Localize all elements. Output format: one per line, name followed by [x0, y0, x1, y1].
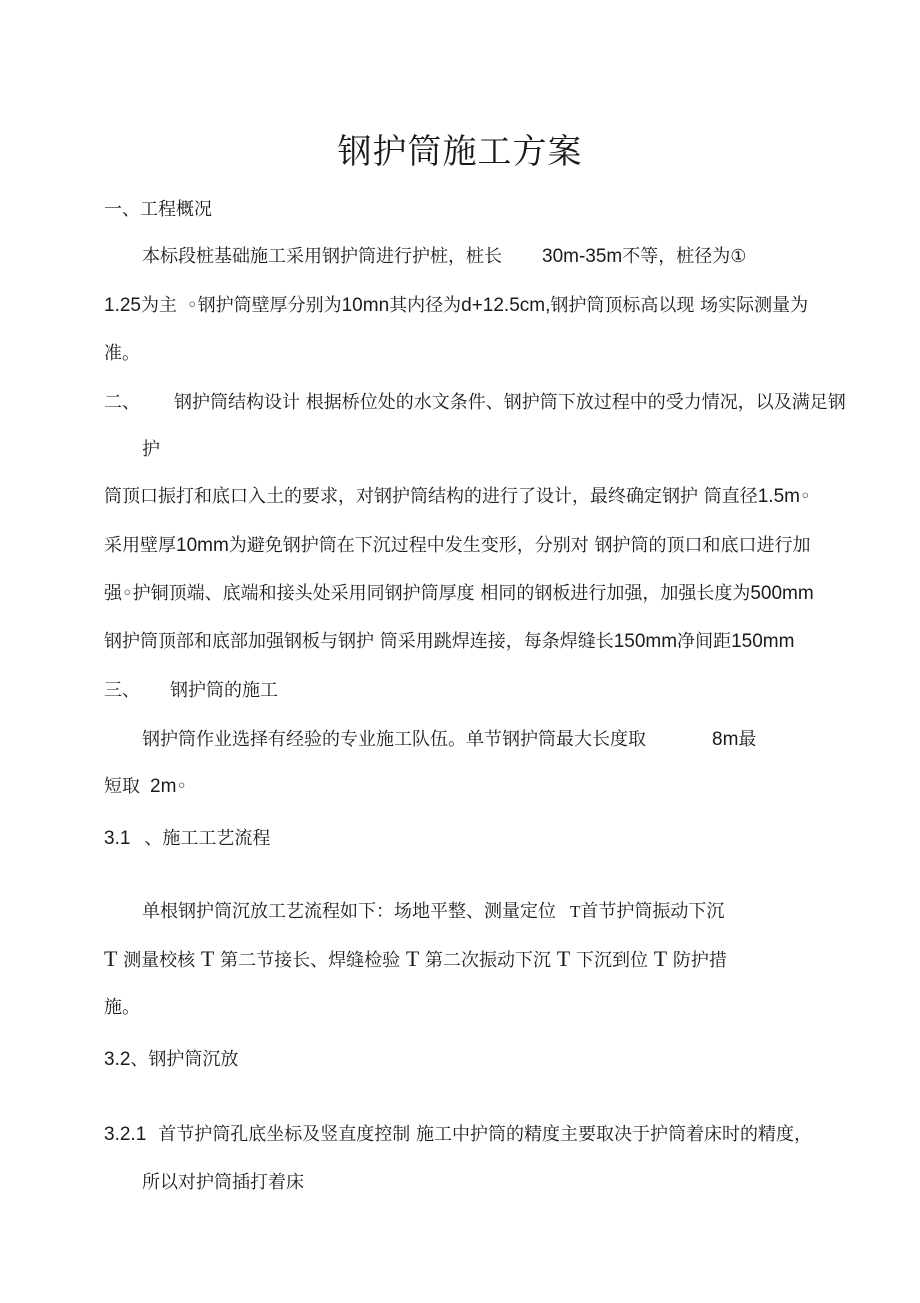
- text-run: 钢护筒顶标高以现 场实际测量为: [550, 295, 809, 316]
- pile-length-value: 30m-35m: [542, 246, 623, 267]
- text-run: 防护措: [672, 950, 727, 971]
- arrow-glyph: T: [104, 946, 118, 971]
- subsection-3-2-number: 3.2: [104, 1049, 131, 1070]
- text-run: 第二次振动下沉: [425, 950, 552, 971]
- subsection-3-2-heading: 、钢护筒沉放: [130, 1049, 239, 1070]
- reinforcement-length-value: 500mm: [750, 583, 814, 604]
- wall-thickness-mm-value: 10mm: [176, 535, 229, 556]
- subsection-3-1-heading: 、施工工艺流程: [144, 828, 271, 849]
- subsection-3-2-1-continuation: 所以对护筒插打着床: [142, 1172, 304, 1193]
- text-run: 其内径为: [389, 295, 462, 316]
- section-2-heading: 钢护筒结构设计 根据桥位处的水文条件、钢护筒下放过程中的受力情况，以及满足钢: [174, 392, 846, 413]
- section-2-line-4: [104, 631, 794, 653]
- section-1-paragraph-line-2: [104, 295, 808, 317]
- section-2-line-3: [104, 583, 814, 605]
- section-2-heading-line: [104, 392, 846, 414]
- section-3-paragraph-line-1: [142, 729, 756, 751]
- text-run: 本标段桩基础施工采用钢护筒进行护桩，桩长: [142, 246, 502, 267]
- arrow-glyph: T: [405, 946, 420, 971]
- section-3-number: 三、: [104, 680, 140, 701]
- text-run: 为主: [140, 295, 177, 316]
- document-title: 钢护筒施工方案: [337, 132, 583, 172]
- section-3-paragraph-line-2: [104, 776, 187, 798]
- arrow-glyph: T: [200, 946, 215, 971]
- casing-diameter-value: 1.5m: [757, 486, 800, 507]
- min-length-value: 2m: [150, 776, 177, 797]
- subsection-3-1-number: 3.1: [104, 828, 131, 849]
- text-run: ◦: [176, 776, 188, 797]
- subsection-3-2-1-heading-line: [104, 1124, 812, 1146]
- section-3-heading: 钢护筒的施工: [170, 680, 278, 701]
- text-run: 钢护筒作业选择有经验的专业施工队伍。单节钢护筒最大长度取: [142, 729, 646, 750]
- arrow-glyph: T: [570, 902, 581, 921]
- process-flow-line-3: 施。: [104, 997, 140, 1018]
- text-run: 测量校核: [123, 950, 196, 971]
- text-run: 强◦护铜顶端、底端和接头处采用同钢护筒厚度 相同的钢板进行加强，加强长度为: [104, 583, 751, 604]
- text-run: 首节护筒振动下沉: [580, 901, 725, 922]
- text-run: 短取: [104, 776, 140, 797]
- section-2-heading-continuation: 护: [142, 439, 160, 460]
- text-run: 第二节接长、焊缝检验: [220, 950, 401, 971]
- section-2-line-1: [104, 486, 811, 508]
- arrow-glyph: T: [653, 946, 668, 971]
- text-run: ◦: [799, 486, 811, 507]
- subsection-3-2-1-number: 3.2.1: [104, 1124, 147, 1145]
- max-length-value: 8m: [712, 729, 739, 750]
- text-run: 钢护筒顶部和底部加强钢板与钢护 筒采用跳焊连接，每条焊缝长: [104, 631, 614, 652]
- pile-diameter-value: 1.25: [104, 295, 141, 316]
- section-2-number: 二、: [104, 392, 140, 413]
- weld-length-value: 150mm: [613, 631, 678, 652]
- weld-spacing-value: 150mm: [731, 631, 795, 652]
- process-flow-line-2: [104, 948, 727, 972]
- subsection-3-1-heading-line: [104, 828, 270, 850]
- text-run: 单根钢护筒沉放工艺流程如下：场地平整、测量定位: [142, 901, 556, 922]
- subsection-3-2-heading-line: [104, 1049, 238, 1071]
- text-run: 筒顶口振打和底口入土的要求，对钢护筒结构的进行了设计，最终确定钢护 筒直径: [104, 486, 758, 507]
- text-run: 净间距: [677, 631, 732, 652]
- subsection-3-2-1-heading: 首节护筒孔底坐标及竖直度控制 施工中护筒的精度主要取决于护筒着床时的精度，: [158, 1124, 812, 1145]
- section-1-paragraph-line-1: [142, 246, 746, 268]
- text-run: 最: [738, 729, 757, 750]
- section-3-heading-line: [104, 680, 278, 702]
- arrow-glyph: T: [556, 946, 571, 971]
- inner-diameter-value: d+12.5cm,: [461, 295, 551, 316]
- text-run: 采用壁厚: [104, 535, 176, 556]
- section-1-paragraph-line-3: 准。: [104, 343, 140, 364]
- text-run: 为避免钢护筒在下沉过程中发生变形，分别对 钢护筒的顶口和底口进行加: [228, 535, 811, 556]
- text-run: ◦钢护筒壁厚分别为: [186, 295, 342, 316]
- text-run: 下沉到位: [575, 950, 648, 971]
- section-1-heading: 一、工程概况: [104, 199, 212, 220]
- text-run: 不等，桩径为①: [622, 246, 747, 267]
- section-2-line-2: [104, 535, 811, 557]
- wall-thickness-value: 10mn: [341, 295, 390, 316]
- process-flow-line-1: [142, 901, 724, 923]
